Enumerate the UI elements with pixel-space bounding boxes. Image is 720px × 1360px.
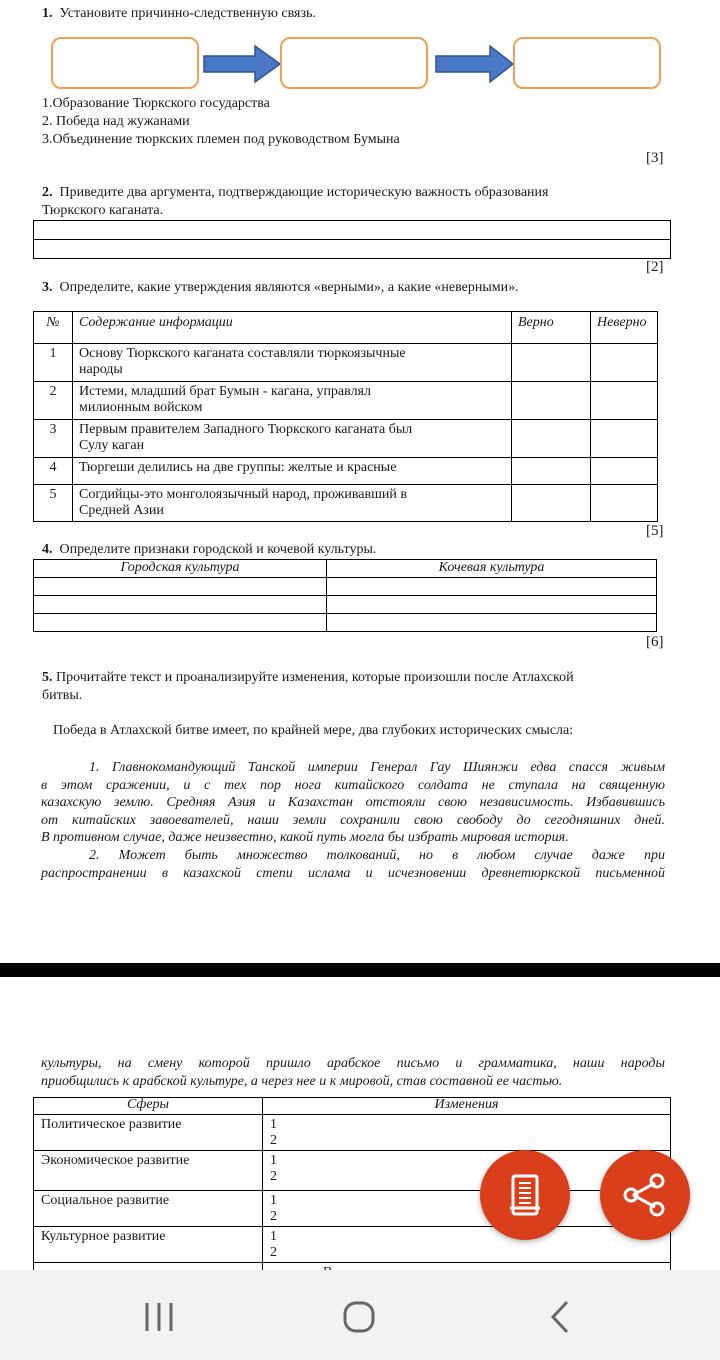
q4-nomad-cell[interactable] [327,578,657,596]
q3-header-num: № [34,312,73,344]
q3-row-statement: Основу Тюркского каганата составляли тюркоязычные народы [73,344,512,382]
q4-nomad-cell[interactable] [327,596,657,614]
q5-paragraph-2: 2. Может быть множество толкований, но в любом случае даже при распространении в казахской степи ислама и исчезновении древнетюркской письменной [41,848,665,881]
q1-item-3: 3.Объединение тюркских племен под руководством Бумына [42,132,400,147]
q3-false-cell[interactable] [591,420,658,458]
q3-false-cell[interactable] [591,458,658,485]
q5-changes-cell[interactable]: 1 2 [263,1191,671,1227]
q3-row-statement: Первым правителем Западного Тюркского каганата был Сулу каган [73,420,512,458]
home-icon[interactable] [340,1298,378,1336]
flow-arrow-1 [203,44,283,84]
q3-row-statement: Истеми, младший брат Бумын - кагана, управлял милионным войском [73,382,512,420]
recent-apps-icon[interactable] [140,1300,178,1334]
table-row [34,458,658,485]
document-icon [480,1150,570,1240]
table-row [34,485,658,522]
q4-header-nomad: Кочевая культура [327,560,657,578]
q3-true-cell[interactable] [512,458,591,485]
q3-row-num: 4 [34,458,73,485]
q5-sphere-cell: Культурное развитие [34,1227,263,1263]
q3-header-false: Неверно [591,312,658,344]
q1-item-1: 1.Образование Тюркского государства [42,96,270,111]
q4-header-city: Городская культура [34,560,327,578]
q5-header-sphere: Сферы [34,1098,263,1115]
flow-box-1 [51,37,199,89]
q3-row-num: 2 [34,382,73,420]
q5-changes-cell[interactable]: 1 2 [263,1115,671,1151]
q1-heading: 1. Установите причинно-следственную связь. [42,6,316,21]
q3-row-statement: Согдийцы-это монголоязычный народ, проживавший в Средней Азии [73,485,512,522]
q3-true-cell[interactable] [512,382,591,420]
page-break-bar [0,963,720,977]
q5-sphere-cell: Экономическое развитие [34,1151,263,1191]
table-row [34,382,658,420]
q3-row-num: 1 [34,344,73,382]
table-row [34,1227,671,1263]
q3-true-cell[interactable] [512,485,591,522]
q3-row-statement: Тюргеши делились на две группы: желтые и красные [73,458,512,485]
table-row [34,578,657,596]
q2-score: [2] [646,259,664,275]
q4-header-row [34,560,657,578]
q2-answer-line-1[interactable] [34,221,671,240]
table-row [34,1191,671,1227]
q5-intro: Победа в Атлахской битве имеет, по крайней мере, два глубоких исторических смысла: [53,723,574,738]
q5-table [33,1097,671,1283]
q3-table [33,311,658,522]
q4-nomad-cell[interactable] [327,614,657,632]
table-row [34,1151,671,1191]
q5-heading-line2: битвы. [42,688,83,703]
table-row [34,420,658,458]
q5-changes-cell[interactable]: 1 2 [263,1151,671,1191]
table-row [34,614,657,632]
share-icon [600,1150,690,1240]
q5-sphere-cell: Социальное развитие [34,1191,263,1227]
q2-answer-table [33,220,671,259]
q4-city-cell[interactable] [34,578,327,596]
q4-table [33,559,657,632]
system-navigation-bar [0,1270,720,1360]
q5-header-changes: Изменения [263,1098,671,1115]
q5-paragraph-1: 1. Главнокомандующий Танской империи Генерал Гау Шиянжи едва спасся живым в этом сражении, и с тех пор нога китайского солдата не ступала на священную казахскую землю. Средняя Азия и Казахстан отстояли свою независимость. Избавившись от китайских завоевателей, наши земли сохранили свою свободу до сегодняшних дней. В противном случае, даже неизвестно, какой путь могла бы избрать мировая история. [41,760,665,846]
q3-row-num: 3 [34,420,73,458]
q3-score: [5] [646,523,664,539]
share-fab-button[interactable] [600,1150,690,1240]
flow-box-3 [513,37,661,89]
q3-header-row [34,312,658,344]
q1-score: [3] [646,150,664,166]
q4-score: [6] [646,634,664,650]
q5-sphere-cell: Политическое развитие [34,1115,263,1151]
q3-true-cell[interactable] [512,420,591,458]
table-row [34,1115,671,1151]
q3-true-cell[interactable] [512,344,591,382]
q3-header-content: Содержание информации [73,312,512,344]
q5-heading: 5. Прочитайте текст и проанализируйте изменения, которые произошли после Атлахской [42,670,574,685]
q5-paragraph-2-continued: культуры, на смену которой пришло арабское письмо и грамматика, наши народы приобщились к арабской культуре, а через нее и к мировой, став составной ее частью. [41,1056,665,1089]
document-fab-button[interactable] [480,1150,570,1240]
q4-heading: 4. Определите признаки городской и кочевой культуры. [42,542,377,557]
table-row [34,344,658,382]
q1-item-2: 2. Победа над жужанами [42,114,190,129]
q5-changes-cell[interactable]: 1 2 [263,1227,671,1263]
q3-heading: 3. Определите, какие утверждения являются «верными», а какие «неверными». [42,280,519,295]
flow-arrow-2 [435,44,515,84]
q4-city-cell[interactable] [34,596,327,614]
q3-false-cell[interactable] [591,382,658,420]
q2-answer-line-2[interactable] [34,240,671,259]
table-row [34,596,657,614]
flow-box-2 [280,37,428,89]
q2-heading-line2: Тюркского каганата. [42,203,164,218]
q5-header-row [34,1098,671,1115]
back-icon[interactable] [545,1298,579,1336]
q4-city-cell[interactable] [34,614,327,632]
q3-false-cell[interactable] [591,344,658,382]
q3-false-cell[interactable] [591,485,658,522]
q2-heading: 2. Приведите два аргумента, подтверждающие историческую важность образования [42,185,549,200]
q3-header-true: Верно [512,312,591,344]
q3-row-num: 5 [34,485,73,522]
